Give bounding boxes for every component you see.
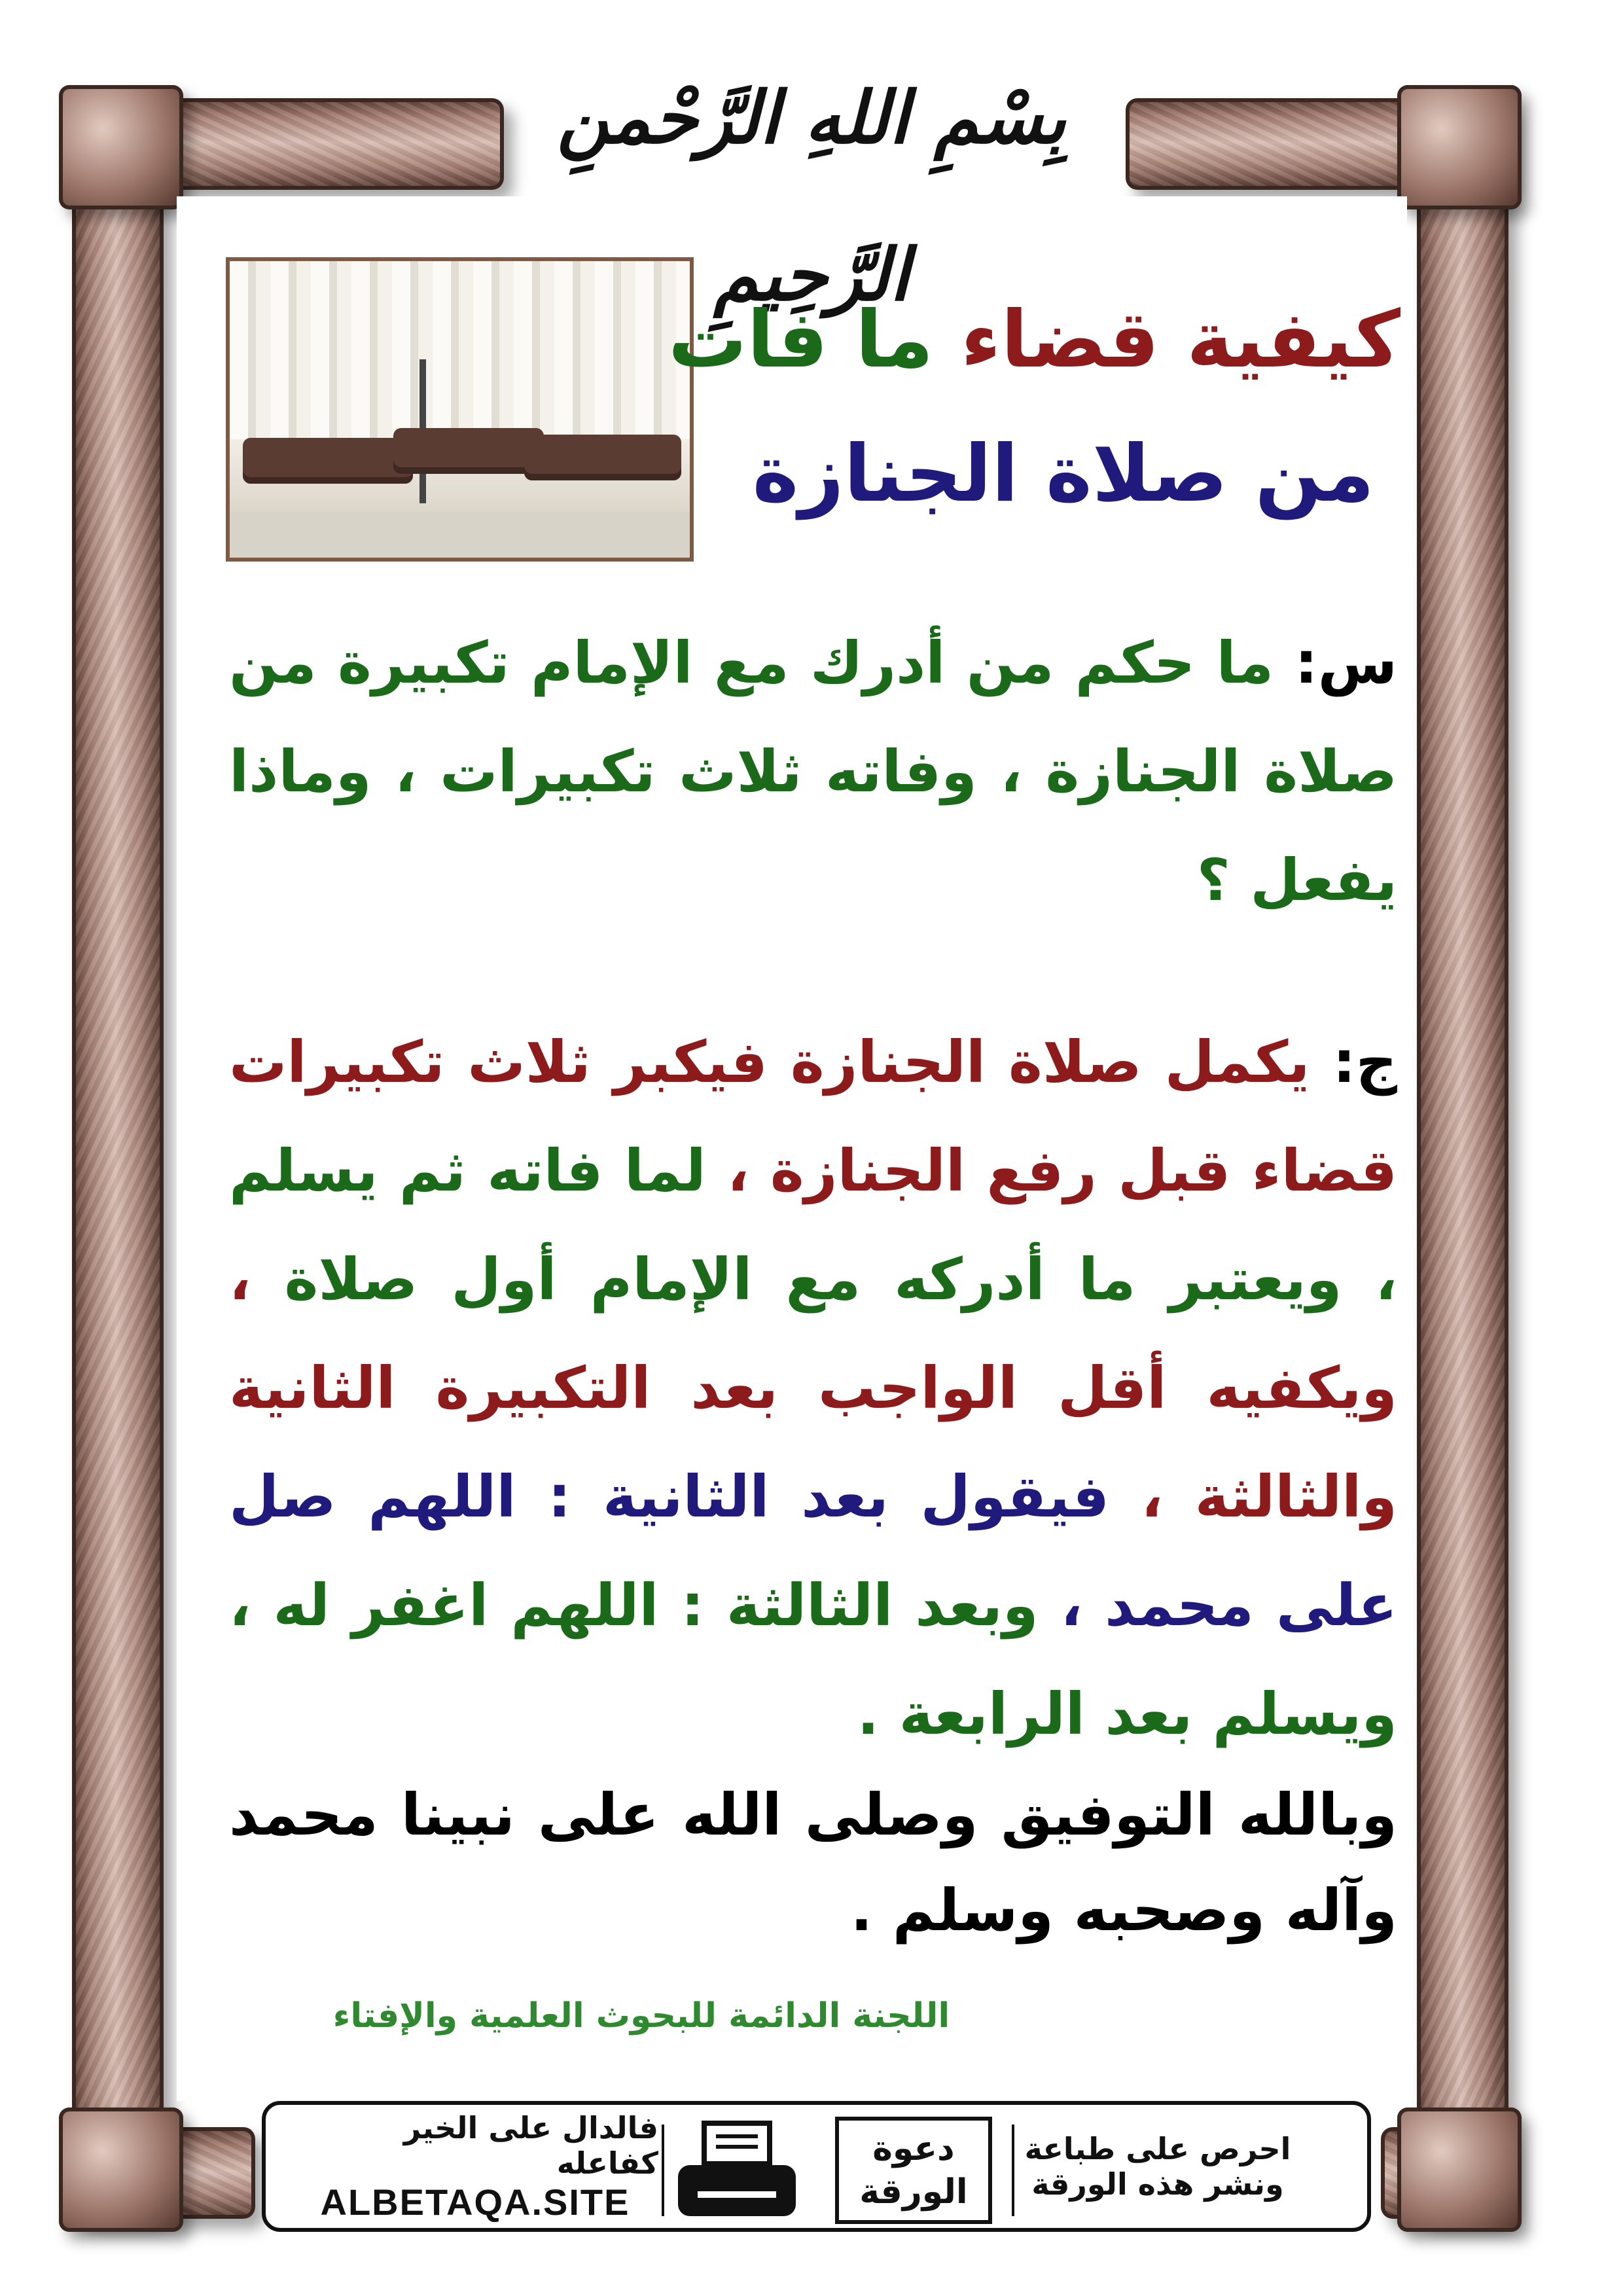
- footer-left-block: [292, 2105, 658, 2228]
- answer-part-4: فيقول بعد الثانية : اللهم صل على محمد ،: [229, 1463, 1397, 1639]
- title-part-2: ما فات: [668, 295, 934, 386]
- basmala-calligraphy: بِسْمِ اللهِ الرَّحْمنِ الرَّحِيمِ: [556, 75, 1067, 317]
- frame-corner-bottom-right: [1397, 2108, 1522, 2232]
- question-text: ما حكم من أدرك مع الإمام تكبيرة من صلاة الجنازة ، وفاته ثلاث تكبيرات ، وماذا يفعل ؟: [229, 629, 1397, 914]
- logo-line2: الورقة: [859, 2172, 968, 2212]
- closing-prayer: وبالله التوفيق وصلى الله على نبينا محمد وآله وصحبه وسلم .: [229, 1781, 1397, 1944]
- photo-shrouded-body-3: [524, 435, 681, 480]
- frame-corner-top-right: [1397, 85, 1522, 209]
- photo-floor: [230, 512, 690, 558]
- photo-shrouded-body-2: [393, 428, 544, 474]
- footer-right-line2: ونشر هذه الورقة: [1031, 2166, 1284, 2202]
- answer-part-2: لما فاته ثم يسلم ، ويعتبر ما أدركه مع الإمام أول صلاة: [229, 1137, 1397, 1313]
- printer-icon: [671, 2118, 802, 2223]
- answer-prefix: ج:: [1332, 1028, 1397, 1096]
- page-title-line2: من صلاة الجنازة: [752, 429, 1374, 520]
- answer-part-3: ، ويكفيه أقل الواجب بعد التكبيرة الثانية والثالثة ،: [229, 1246, 1397, 1530]
- footer-divider-left: [662, 2125, 664, 2216]
- footer-strip: [262, 2101, 1371, 2232]
- photo-shrouded-body-1: [243, 438, 413, 484]
- question-prefix: س:: [1294, 629, 1397, 696]
- footer-site-link[interactable]: ALBETAQA.SITE: [320, 2181, 630, 2223]
- funeral-prayer-photo: [226, 257, 694, 562]
- photo-curtain: [230, 261, 690, 439]
- answer-part-1: يكمل صلاة الجنازة فيكبر ثلاث تكبيرات قضاء قبل رفع الجنازة ،: [229, 1028, 1398, 1204]
- frame-left-bar: [72, 98, 164, 2219]
- dawat-alwaraqa-logo: [835, 2117, 992, 2224]
- frame-right-bar: [1417, 98, 1508, 2219]
- footer-slogan: فالدال على الخير كفاعله: [403, 2109, 658, 2181]
- answer-paragraph: [229, 1008, 1397, 1768]
- footer-right-block: [974, 2105, 1341, 2228]
- answer-part-5: وبعد الثالثة : اللهم اغفر له ، ويسلم بعد الرابعة .: [229, 1571, 1397, 1748]
- logo-line1: دعوة: [872, 2129, 955, 2168]
- committee-signature: اللجنة الدائمة للبحوث العلمية والإفتاء: [332, 1996, 950, 2036]
- question-paragraph: [229, 609, 1397, 935]
- frame-corner-bottom-left: [59, 2108, 183, 2232]
- title-part-1: كيفية قضاء: [961, 295, 1400, 386]
- page-title-line1: [668, 295, 1400, 386]
- footer-right-line1: احرص على طباعة: [1024, 2131, 1291, 2166]
- frame-corner-top-left: [59, 85, 183, 209]
